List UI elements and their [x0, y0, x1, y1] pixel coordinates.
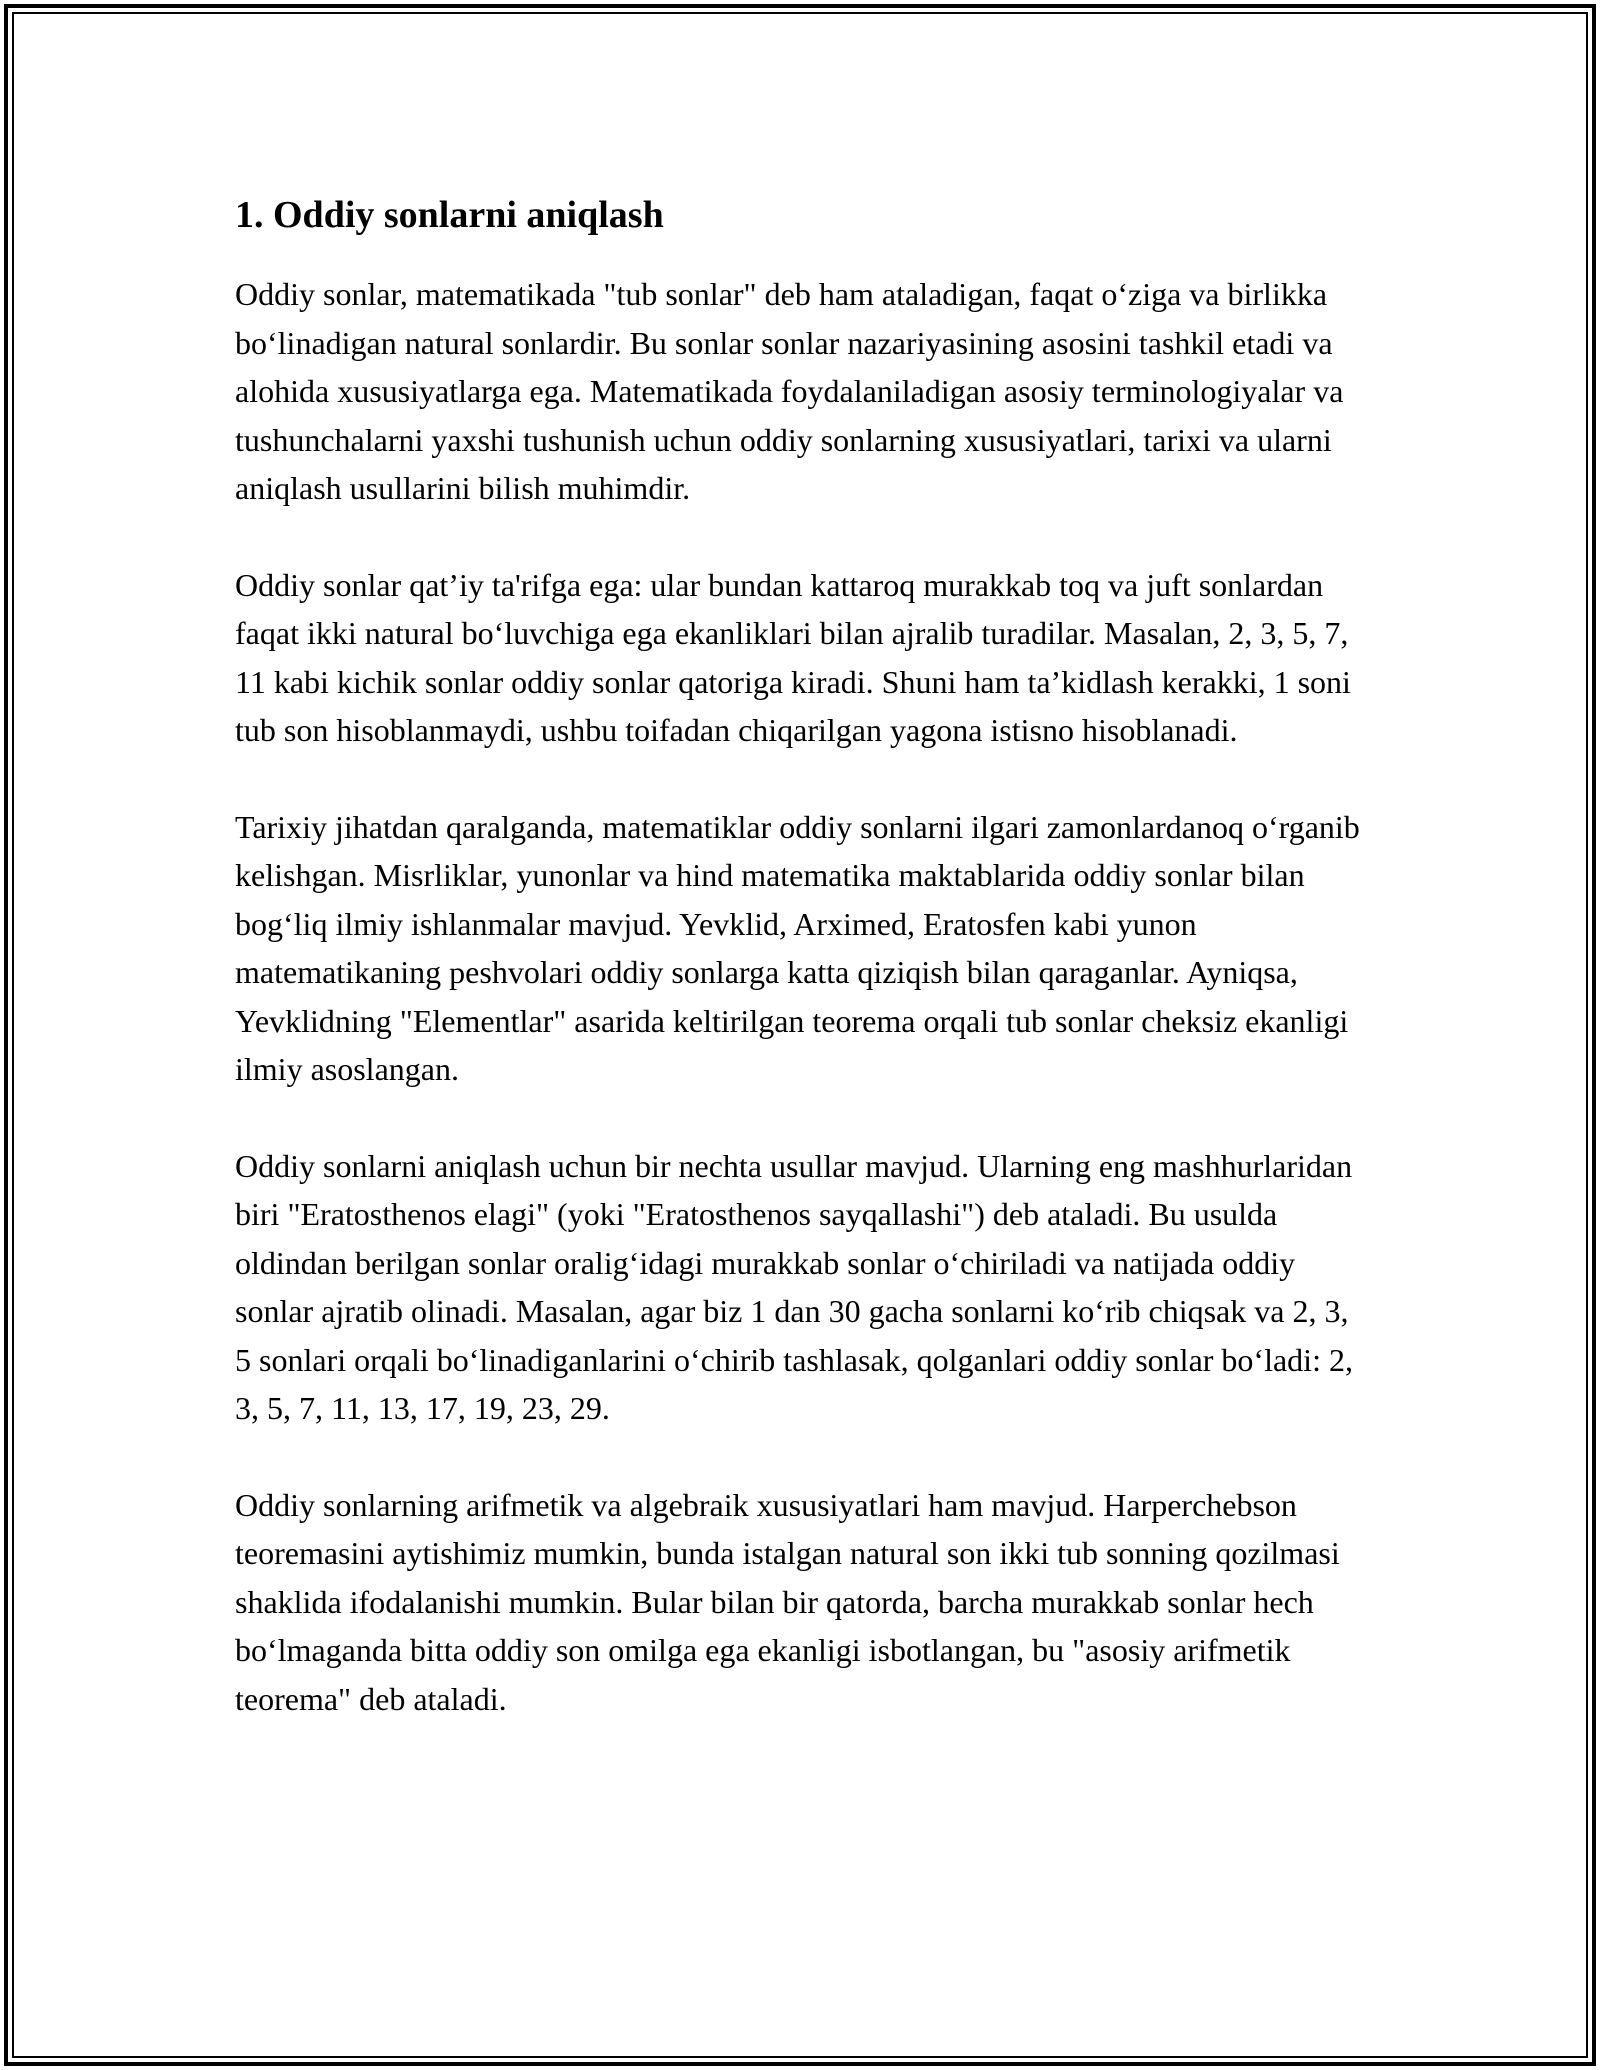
- paragraph-definition: Oddiy sonlar, matematikada "tub sonlar" deb ham ataladigan, faqat o‘ziga va birlikka bo‘linadigan natural sonlardir. Bu sonlar sonlar nazariyasining asosini tashkil etadi va alohida xususiyatlarga ega. Matematikada foydalaniladigan asosiy terminologiyalar va tushunchalarni yaxshi tushunish uchun oddiy sonlarning xususiyatlari, tarixi va ularni aniqlash usullarini bilish muhimdir.: [235, 276, 1344, 506]
- section-heading: 1. Oddiy sonlarni aniqlash: [235, 194, 664, 236]
- paragraph-strict-definition: Oddiy sonlar qat’iy ta'rifga ega: ular bundan kattaroq murakkab toq va juft sonlardan faqat ikki natural bo‘luvchiga ega ekanliklari bilan ajralib turadilar. Masalan, 2, 3, 5, 7, 11 kabi kichik sonlar oddiy sonlar qatoriga kiradi. Shuni ham ta’kidlash kerakki, 1 soni tub son hisoblanmaydi, ushbu toifadan chiqarilgan yagona istisno hisoblanadi.: [235, 566, 1351, 748]
- paragraph-sieve-method: Oddiy sonlarni aniqlash uchun bir nechta usullar mavjud. Ularning eng mashhurlaridan biri "Eratosthenos elagi" (yoki "Eratosthenos sayqallashi") deb ataladi. Bu usulda oldindan berilgan sonlar oralig‘idagi murakkab sonlar o‘chiriladi va natijada oddiy sonlar ajratib olinadi. Masalan, agar biz 1 dan 30 gacha sonlarni ko‘rib chiqsak va 2, 3, 5 sonlari orqali bo‘linadiganlarini o‘chirib tashlasak, qolganlari oddiy sonlar bo‘ladi: 2, 3, 5, 7, 11, 13, 17, 19, 23, 29.: [235, 1147, 1353, 1426]
- document-body: [235, 188, 1370, 1723]
- paragraph-history: Tarixiy jihatdan qaralganda, matematiklar oddiy sonlarni ilgari zamonlardanoq o‘rganib kelishgan. Misrliklar, yunonlar va hind matematika maktablarida oddiy sonlar bilan bog‘liq ilmiy ishlanmalar mavjud. Yevklid, Arximed, Eratosfen kabi yunon matematikaning peshvolari oddiy sonlarga katta qiziqish bilan qaraganlar. Ayniqsa, Yevklidning "Elementlar" asarida keltirilgan teorema orqali tub sonlar cheksiz ekanligi ilmiy asoslangan.: [235, 808, 1360, 1087]
- paragraph-properties: Oddiy sonlarning arifmetik va algebraik xususiyatlari ham mavjud. Harperchebson teoremasini aytishimiz mumkin, bunda istalgan natural son ikki tub sonning qozilmasi shaklida ifodalanishi mumkin. Bular bilan bir qatorda, barcha murakkab sonlar hech bo‘lmaganda bitta oddiy son omilga ega ekanligi isbotlangan, bu "asosiy arifmetik teorema" deb ataladi.: [235, 1486, 1340, 1717]
